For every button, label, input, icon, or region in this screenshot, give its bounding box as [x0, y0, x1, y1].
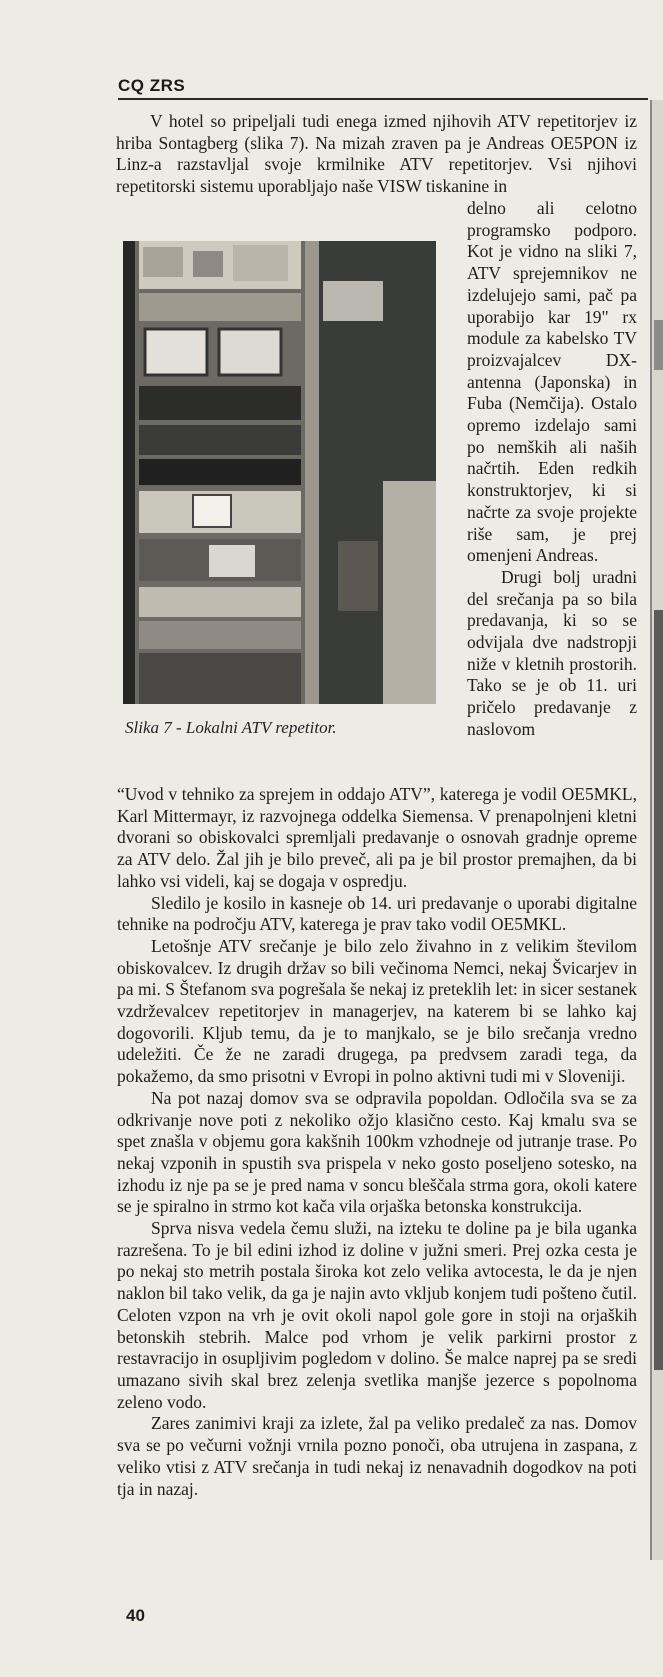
adjacent-page-edge — [650, 100, 663, 1560]
body-paragraph-3: Letošnje ATV srečanje je bilo zelo živahno in z velikim številom obiskovalcev. Iz drugih držav so bili večinoma Nemci, nekaj Švicarjev in pa mi. S Štefanom sva pogrešala še nekaj iz preteklih let: in sicer sestanek vzdrževalcev repetitorjev in managerjev, na katerem bi se lahko kaj dogovorili. Kljub temu, da je to manjkalo, se je bilo srečanja vredno udeležiti. Če že ne zaradi drugega, pa predvsem zaradi tega, da pokažemo, da smo prisotni v Evropi in polno aktivni tudi mi v Sloveniji. — [117, 935, 637, 1087]
article-intro-paragraph — [116, 111, 637, 198]
body-paragraph-2: Sledilo je kosilo in kasneje ob 14. uri predavanje o uporabi digitalne tehnike na področju ATV, katerega je prav tako vodil OE5MKL. — [117, 892, 637, 935]
wrapped-text-column — [467, 198, 637, 741]
wrap-paragraph-1: delno ali celotno programsko podporo. Kot je vidno na sliki 7, ATV sprejemnikov ne izdelujejo sami, pač pa uporabijo kar 19" rx module za kabelsko TV proizvajalcev DX-antenna (Japonska) in Fuba (Nemčija). Ostalo opremo izdelajo sami po nemških ali naših načrtih. Eden redkih konstruktorjev, ki si načrte za svoje projekte riše sam, je prej omenjeni Andreas. — [467, 198, 637, 566]
header-rule — [118, 68, 648, 100]
body-paragraph-5: Sprva nisva vedela čemu služi, na izteku te doline pa je bila uganka razrešena. To je bil edini izhod iz doline v južni smeri. Prej ozka cesta je po nekaj sto metrih postala široka kot zelo velika avtocesta, le da je njen naklon bil tako velik, da ga je najin avto vkljub konjem tudi pošteno čutil. Celoten vzpon na vrh je ovit okoli napol gole gore in stoji na orjaških betonskih stebrih. Malce pod vrhom je velik parkirni prostor z restavracijo in osupljivim pogledom v dolino. Še malce naprej pa se sredi umazano sivih skal brez zelenja svetlika manjše jezerce s popolnoma zeleno vodo. — [117, 1218, 637, 1412]
body-paragraph-6: Zares zanimivi kraji za izlete, žal pa veliko predaleč za nas. Domov sva se po večurni vožnji vrnila pozno ponoči, oba utrujena in zaspana, z veliko vtisi z ATV srečanja in tudi nekaj iz nenavadnih dogodkov na poti tja in nazaj. — [117, 1413, 637, 1499]
intro-text: V hotel so pripeljali tudi enega izmed njihovih ATV repetitorjev iz hriba Sontagberg (slika 7). Na mizah zraven pa je Andreas OE5PON iz Linz-a razstavljal svoje krmilnike ATV repetitorjev. Vsi njihovi repetitorski sistemu uporabljajo naše VISW tiskanine in — [116, 111, 637, 197]
figure-caption: Slika 7 - Lokalni ATV repetitor. — [125, 718, 337, 737]
repeater-rack-image — [123, 241, 436, 704]
article-body — [117, 784, 637, 1500]
body-paragraph-4: Na pot nazaj domov sva se odpravila popoldan. Odločila sva se za odkrivanje nove poti z nekoliko ožjo klasično cesto. Kaj kmalu sva se spet znašla v objemu gora kakšnih 100km vzhodneje od jutranje trase. Po nekaj vzponih in spustih sva prispela v neko gosto poseljeno sotesko, na izhodu iz nje pa se je pred nama v soncu bleščala strma gora, okoli katere se je spiralno in strmo kot kača vila orjaška betonska konstrukcija. — [117, 1087, 637, 1217]
figure-photo — [123, 241, 436, 704]
wrap-paragraph-2: Drugi bolj uradni del srečanja pa so bila predavanja, ki so se odvijala dve nadstropji niže v kletnih prostorih. Tako se je ob 11. uri pričelo predavanje z naslovom — [467, 566, 637, 739]
page-number: 40 — [126, 1606, 145, 1625]
body-paragraph-1: “Uvod v tehniko za sprejem in oddajo ATV”, katerega je vodil OE5MKL, Karl Mittermayr, iz razvojnega oddelka Siemensa. V prenapolnjeni kletni dvorani so obiskovalci spremljali predavanje o osnovah gradnje opreme za ATV delo. Žal jih je bilo preveč, ali pa je bil prostor premajhen, da bi lahko vsi videli, kaj se dogaja v ospredju. — [117, 784, 637, 891]
section-header: CQ ZRS — [118, 76, 186, 95]
